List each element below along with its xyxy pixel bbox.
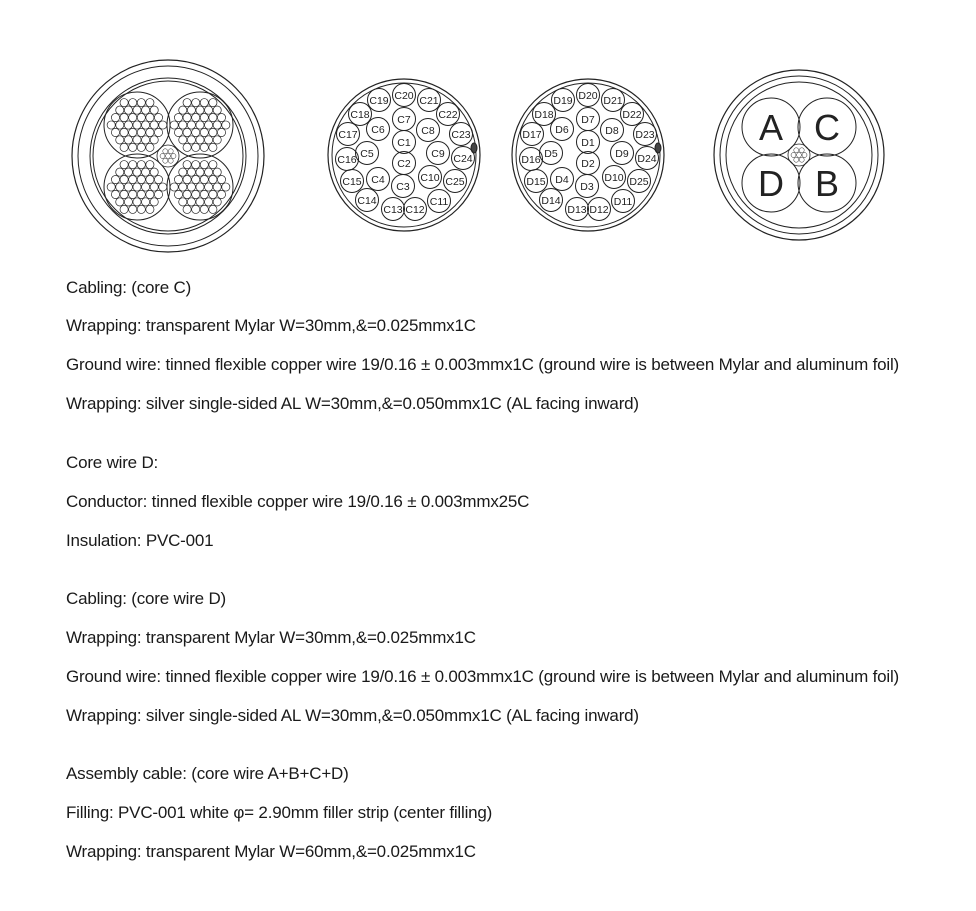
c-core-label: C6 [371,124,385,136]
strand [159,183,167,191]
d-core [628,170,651,193]
strand [213,198,221,206]
strand [150,136,158,144]
d-core-label: D17 [522,129,542,141]
strand [192,113,200,121]
strand [129,128,137,136]
strand [146,143,154,151]
c-core-label: C1 [397,137,411,149]
c-core [393,84,416,107]
d-core-label: D20 [578,90,598,102]
d-core [588,198,611,221]
strand [111,113,119,121]
d-core-label: D9 [615,148,629,160]
strand [150,183,158,191]
stranded-bundle [167,154,233,220]
strand [187,168,195,176]
strand [192,205,200,213]
spec-line: Wrapping: transparent Mylar W=60mm,&=0.025mmx1C [66,842,476,861]
strand [116,136,124,144]
d-core [533,103,556,126]
strand [170,183,178,191]
c-core [404,198,427,221]
d-core-label: D7 [581,114,595,126]
d-core [577,152,600,175]
d-core [520,148,543,171]
strand [187,136,195,144]
c-core [452,147,475,170]
c-core-label: C15 [342,176,362,188]
strand [183,113,191,121]
strand [137,128,145,136]
c-core [393,152,416,175]
spec-line: Wrapping: transparent Mylar W=30mm,&=0.025mmx1C [66,316,476,335]
strand [142,121,150,129]
c-core-label: C19 [369,95,389,107]
spec-line: Cabling: (core wire D) [66,589,226,608]
d-core-label: D3 [580,181,594,193]
strand [137,161,145,169]
d-core-label: D1 [581,137,595,149]
c-core-label: C17 [338,129,358,141]
strand [133,121,141,129]
d-core [634,123,657,146]
d-core [601,119,624,142]
spec-line: Ground wire: tinned flexible copper wire 19/0.16 ± 0.003mmx1C (ground wire is between Mylar and aluminum foil) [66,355,900,374]
strand [116,106,124,114]
assembly-cross-section [714,70,884,240]
strand [183,128,191,136]
d-core [552,89,575,112]
strand [142,168,150,176]
strand [183,99,191,107]
strand [133,106,141,114]
strand [205,136,213,144]
spec-line: Wrapping: silver single-sided AL W=30mm,&=0.050mmx1C (AL facing inward) [66,394,639,413]
strand [154,175,162,183]
strand [137,175,145,183]
four-bundle-cross-section [72,60,264,252]
strand [196,168,204,176]
d-core-label: D10 [604,172,624,184]
strand [200,161,208,169]
strand [124,121,132,129]
c-core [419,166,442,189]
strand [205,183,213,191]
assembly-label-a: A [758,107,784,148]
c-core [382,198,405,221]
strand [146,128,154,136]
d-core [603,166,626,189]
d-core-label: D19 [553,95,573,107]
d-core-label: D18 [534,109,554,121]
c-core [337,123,360,146]
strand [187,198,195,206]
d-core [576,175,599,198]
strand [174,190,182,198]
c-core [418,89,441,112]
strand [196,198,204,206]
strand [146,175,154,183]
c-core-label: C2 [397,158,411,170]
c-core-label: C18 [350,109,370,121]
filler-strip [788,144,810,166]
strand [213,106,221,114]
strand [187,183,195,191]
c-core-label: C25 [445,176,465,188]
stranded-bundle [167,92,233,158]
assembly-label-b: B [814,163,840,204]
c-core [368,89,391,112]
d-core-label: D25 [629,176,649,188]
strand [183,205,191,213]
d-core [551,118,574,141]
strand [142,198,150,206]
d-core [621,103,644,126]
d-core [525,170,548,193]
strand [124,198,132,206]
strand [107,183,115,191]
strand [187,121,195,129]
d-core-label: D13 [567,204,587,216]
strand [196,106,204,114]
strand [129,161,137,169]
d-core-label: D23 [635,129,655,141]
strand [200,205,208,213]
d-core-label: D6 [555,124,569,136]
strand [133,183,141,191]
c-core [367,168,390,191]
filler-strip [157,145,179,167]
d-core-label: D21 [603,95,623,107]
strand [137,190,145,198]
strand [200,175,208,183]
c-core-label: C20 [394,90,414,102]
cable-cross-section-diagrams [0,0,976,260]
spec-line: Ground wire: tinned flexible copper wire 19/0.16 ± 0.003mmx1C (ground wire is between Mylar and aluminum foil) [66,667,900,686]
strand [150,198,158,206]
strand [111,175,119,183]
c-core [336,148,359,171]
strand [120,161,128,169]
core-d-cross-section [512,79,664,231]
strand [142,136,150,144]
strand [200,99,208,107]
d-core-label: D4 [555,174,569,186]
d-core [566,198,589,221]
strand [183,175,191,183]
strand [133,168,141,176]
strand [116,168,124,176]
strand [137,205,145,213]
strand [192,99,200,107]
d-core-label: D5 [544,148,558,160]
strand [142,183,150,191]
c-core-label: C10 [420,172,440,184]
c-core [392,175,415,198]
strand [213,136,221,144]
strand [209,99,217,107]
strand [183,143,191,151]
strand [124,136,132,144]
strand [116,198,124,206]
strand [217,175,225,183]
d-core-label: D12 [589,204,609,216]
strand [150,106,158,114]
strand [213,121,221,129]
d-core-label: D11 [613,196,633,208]
strand [222,121,230,129]
strand [146,161,154,169]
strand [129,205,137,213]
d-core [602,89,625,112]
c-core [367,118,390,141]
c-core [356,189,379,212]
strand [154,113,162,121]
c-core [428,190,451,213]
strand [124,168,132,176]
strand [129,143,137,151]
strand [179,168,187,176]
strand [183,190,191,198]
strand [133,136,141,144]
d-core-label: D15 [526,176,546,188]
d-core [577,84,600,107]
core-c-cross-section [328,79,480,231]
c-core-label: C12 [405,204,425,216]
d-core [636,147,659,170]
d-core-label: D16 [521,154,541,166]
c-core [341,170,364,193]
d-core [577,108,600,131]
strand [179,183,187,191]
c-core-label: C23 [451,129,471,141]
strand [174,128,182,136]
strand [146,99,154,107]
spec-line: Filling: PVC-001 white φ= 2.90mm filler strip (center filling) [66,803,493,822]
strand [174,175,182,183]
strand [120,205,128,213]
c-core-label: C22 [438,109,458,121]
c-core-label: C7 [397,114,411,126]
strand [183,161,191,169]
c-core-label: C4 [371,174,385,186]
strand [179,106,187,114]
strand [154,190,162,198]
c-core-label: C13 [383,204,403,216]
strand [142,106,150,114]
strand [120,190,128,198]
strand [200,190,208,198]
strand [116,121,124,129]
c-core-label: C24 [453,153,473,165]
strand [192,128,200,136]
c-core [427,142,450,165]
strand [217,128,225,136]
strand [213,168,221,176]
strand [209,113,217,121]
c-core-label: C11 [429,196,449,208]
strand [187,106,195,114]
c-core [356,142,379,165]
strand [154,128,162,136]
c-core-label: C14 [357,195,377,207]
strand [159,121,167,129]
c-core-label: C21 [419,95,439,107]
c-core-label: C8 [421,125,435,137]
spec-line: Cabling: (core C) [66,278,192,297]
strand [205,121,213,129]
strand [129,99,137,107]
strand [111,128,119,136]
strand [120,175,128,183]
strand [217,190,225,198]
strand [146,205,154,213]
c-core [437,103,460,126]
strand [150,121,158,129]
strand [146,190,154,198]
strand [200,113,208,121]
strand [174,113,182,121]
spec-line: Assembly cable: (core wire A+B+C+D) [66,764,349,783]
strand [209,161,217,169]
strand [179,136,187,144]
c-core [393,108,416,131]
strand [179,121,187,129]
strand [120,99,128,107]
strand [200,128,208,136]
strand [192,175,200,183]
strand [124,106,132,114]
strand [120,128,128,136]
strand [209,175,217,183]
strand [129,190,137,198]
strand [196,121,204,129]
strand [205,198,213,206]
d-core-label: D24 [637,153,657,165]
d-core [551,168,574,191]
spec-line: Insulation: PVC-001 [66,531,214,550]
d-core-label: D14 [541,195,561,207]
d-core [612,190,635,213]
strand [133,198,141,206]
strand [179,198,187,206]
c-core [393,131,416,154]
d-core [540,189,563,212]
strand [120,143,128,151]
spec-line: Wrapping: transparent Mylar W=30mm,&=0.025mmx1C [66,628,476,647]
spec-line: Wrapping: silver single-sided AL W=30mm,&=0.050mmx1C (AL facing inward) [66,706,639,725]
d-core-label: D2 [581,158,595,170]
strand [205,106,213,114]
d-core [521,123,544,146]
strand [107,121,115,129]
d-core [611,142,634,165]
c-core [444,170,467,193]
strand [116,183,124,191]
strand [129,175,137,183]
strand [137,113,145,121]
d-core-label: D22 [622,109,642,121]
strand [209,128,217,136]
d-core [540,142,563,165]
c-core [450,123,473,146]
c-core-label: C9 [431,148,445,160]
strand [192,143,200,151]
strand [137,99,145,107]
strand [137,143,145,151]
strand [200,143,208,151]
strand [192,161,200,169]
strand [120,113,128,121]
c-core-label: C5 [360,148,374,160]
strand [124,183,132,191]
strand [111,190,119,198]
strand [129,113,137,121]
strand [150,168,158,176]
strand [170,121,178,129]
c-core [417,119,440,142]
strand [192,190,200,198]
c-core-label: C16 [337,154,357,166]
strand [209,143,217,151]
strand [209,190,217,198]
strand [205,168,213,176]
strand [213,183,221,191]
strand [196,183,204,191]
strand [222,183,230,191]
c-core-label: C3 [396,181,410,193]
d-core [577,131,600,154]
c-core [349,103,372,126]
d-core-label: D8 [605,125,619,137]
strand [217,113,225,121]
strand [196,136,204,144]
spec-line: Core wire D: [66,453,159,472]
assembly-label-c: C [814,107,840,148]
strand [209,205,217,213]
strand [146,113,154,121]
assembly-label-d: D [758,163,784,204]
spec-line: Conductor: tinned flexible copper wire 19/0.16 ± 0.003mmx25C [66,492,530,511]
